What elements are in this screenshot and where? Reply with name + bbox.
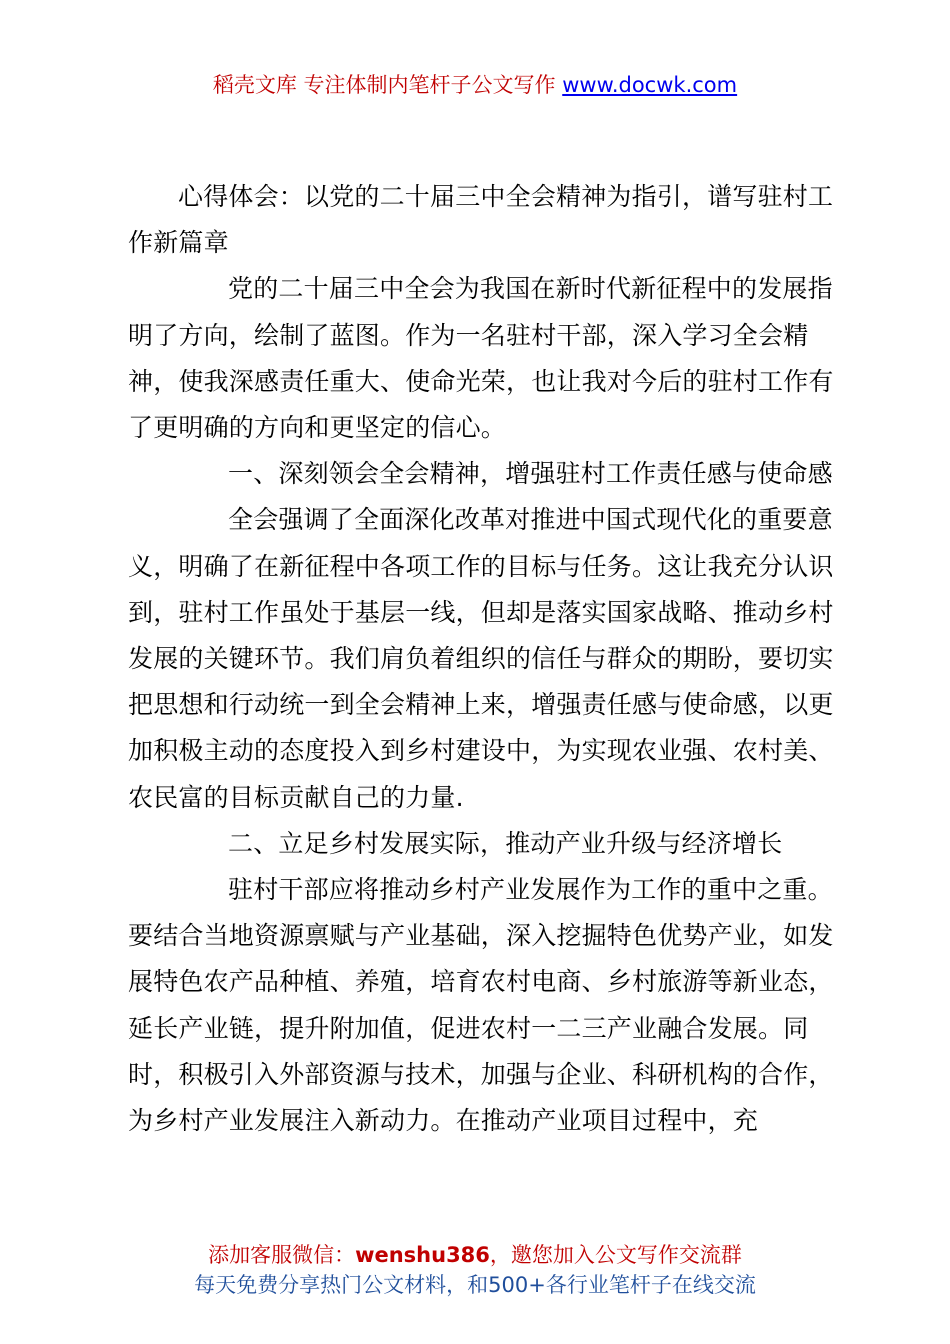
section-heading-2: 二、立足乡村发展实际，推动产业升级与经济增长 xyxy=(228,828,783,858)
header-website-link[interactable]: www.docwk.com xyxy=(562,73,738,97)
footer-contact-line xyxy=(0,1240,950,1270)
footer-wechat-id: wenshu386 xyxy=(355,1243,490,1267)
footer-prefix: 添加客服微信： xyxy=(208,1243,356,1267)
document-title: 心得体会：以党的二十届三中全会精神为指引，谱写驻村工作新篇章 xyxy=(128,182,834,258)
header-brand-text: 稻壳文库 专注体制内笔杆子公文写作 xyxy=(212,73,563,97)
section-heading-1: 一、深刻领会全会精神，增强驻村工作责任感与使命感 xyxy=(228,459,833,489)
paragraph-section-1: 全会强调了全面深化改革对推进中国式现代化的重要意义，明确了在新征程中各项工作的目标与任务。这让我充分认识到，驻村工作虽处于基层一线，但却是落实国家战略、推动乡村发展的关键环节。我们肩负着组织的信任与群众的期盼，要切实把思想和行动统一到全会精神上来，增强责任感与使命感，以更加积极主动的态度投入到乡村建设中，为实现农业强、农村美、农民富的目标贡献自己的力量. xyxy=(128,505,834,812)
footer-promo-line: 每天免费分享热门公文材料，和500+各行业笔杆子在线交流 xyxy=(194,1273,756,1297)
paragraph-section-2: 驻村干部应将推动乡村产业发展作为工作的重中之重。要结合当地资源禀赋与产业基础，深入挖掘特色优势产业，如发展特色农产品种植、养殖，培育农村电商、乡村旅游等新业态，延长产业链，提升附加值，促进农村一二三产业融合发展。同时，积极引入外部资源与技术，加强与企业、科研机构的合作，为乡村产业发展注入新动力。在推动产业项目过程中，充 xyxy=(128,875,834,1136)
document-body xyxy=(128,174,840,1144)
page-footer xyxy=(0,1240,950,1300)
page-header xyxy=(0,70,950,100)
paragraph-intro: 党的二十届三中全会为我国在新时代新征程中的发展指明了方向，绘制了蓝图。作为一名驻村干部，深入学习全会精神，使我深感责任重大、使命光荣，也让我对今后的驻村工作有了更明确的方向和更坚定的信心。 xyxy=(128,274,834,443)
footer-suffix: ，邀您加入公文写作交流群 xyxy=(489,1243,742,1267)
